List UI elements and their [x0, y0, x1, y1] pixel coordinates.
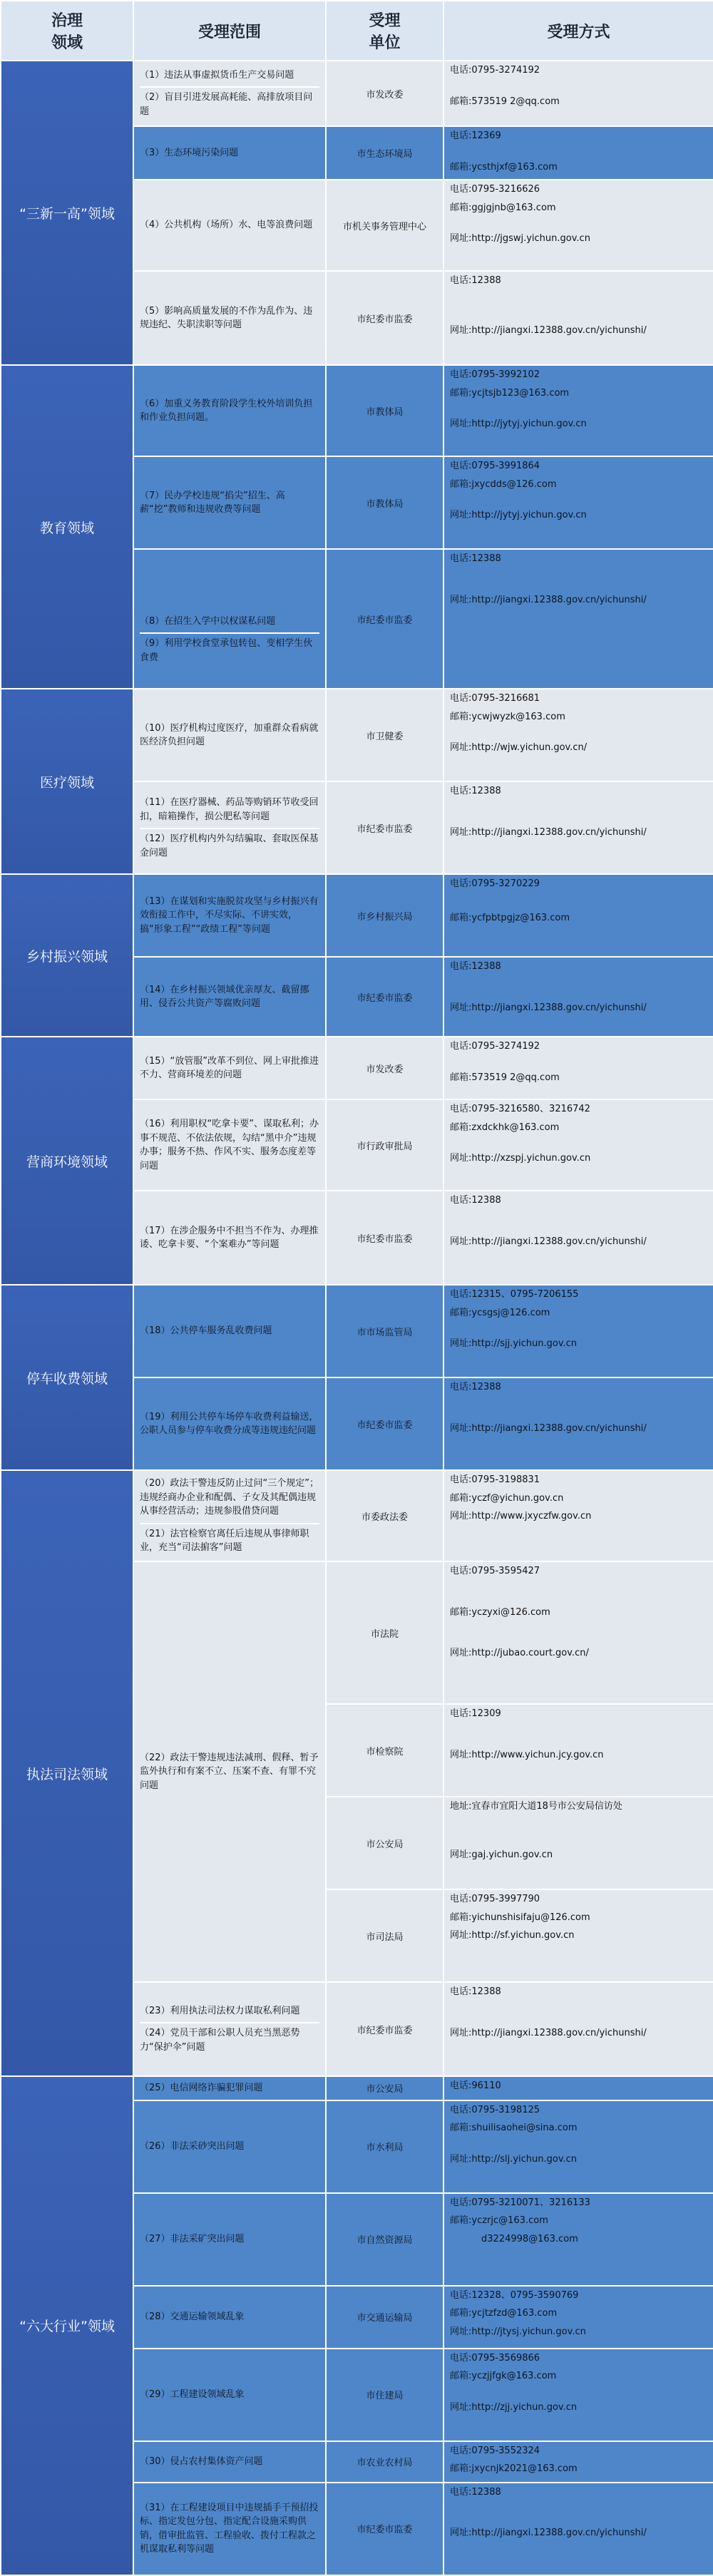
method-cell: 电话:12328、0795-3590769 邮箱:ycjtzfzd@163.com 网址:http://jtysj.yichun.gov.cn	[443, 2286, 713, 2349]
scope-cell: （27）非法采矿突出问题	[133, 2193, 326, 2286]
header-unit: 受理 单位	[326, 1, 443, 61]
scope-cell: （16）利用职权“吃拿卡要”、谋取私利；办事不规范、不依法依规，勾结“黑中介”违规办事；服务不热、作风不实、服务态度差等问题	[133, 1099, 326, 1191]
unit-cell: 市纪委市监委	[326, 549, 443, 689]
unit-cell: 市司法局	[326, 1889, 443, 1982]
domain-cell: 乡村振兴领域	[1, 874, 133, 1037]
method-cell: 电话:12388 网址:http://jiangxi.12388.gov.cn/yichunshi/	[443, 271, 713, 365]
scope-cell: （7）民办学校违规“掐尖”招生、高薪“挖”教师和违规收费等问题	[133, 456, 326, 549]
scope-cell: （20）政法干警违反防止过问“三个规定”；违规经商办企业和配偶、子女及其配偶违规从事经营活动；违规参股借贷问题 （21）法官检察官离任后违规从事律师职业，充当“司法掮客”问题	[133, 1470, 326, 1561]
table-row	[1, 1470, 713, 1561]
unit-cell: 市检察院	[326, 1704, 443, 1797]
unit-cell: 市交通运输局	[326, 2286, 443, 2349]
unit-cell: 市机关事务管理中心	[326, 180, 443, 271]
method-cell: 电话:0795-3992102 邮箱:ycjtsjb123@163.com 网址:http://jytyj.yichun.gov.cn	[443, 365, 713, 456]
method-cell: 电话:0795-3569866 邮箱:yczjjfgk@163.com 网址:http://zjj.yichun.gov.cn	[443, 2349, 713, 2441]
domain-cell: 医疗领域	[1, 689, 133, 874]
method-cell: 电话:12388 网址:http://jiangxi.12388.gov.cn/yichunshi/	[443, 1982, 713, 2076]
unit-cell: 市教体局	[326, 365, 443, 456]
header-method: 受理方式	[443, 1, 713, 61]
scope-cell: （5）影响高质量发展的不作为乱作为、违规违纪、失职渎职等问题	[133, 271, 326, 365]
unit-cell: 市法院	[326, 1561, 443, 1704]
method-cell: 电话:0795-3552324 邮箱:jxycnjk2021@163.com	[443, 2441, 713, 2483]
domain-cell: 停车收费领域	[1, 1285, 133, 1470]
unit-cell: 市住建局	[326, 2349, 443, 2441]
table-row	[1, 61, 713, 126]
scope-cell: （1）违法从事虚拟货币生产交易问题 （2）盲目引进发展高耗能、高排放项目问题	[133, 61, 326, 126]
method-cell: 电话:12388 网址:http://jiangxi.12388.gov.cn/yichunshi/	[443, 1377, 713, 1470]
scope-cell: （26）非法采砂突出问题	[133, 2100, 326, 2193]
unit-cell: 市生态环境局	[326, 126, 443, 180]
domain-cell: 营商环境领域	[1, 1037, 133, 1285]
unit-cell: 市纪委市监委	[326, 957, 443, 1037]
method-cell: 电话:12388 网址:http://jiangxi.12388.gov.cn/yichunshi/	[443, 957, 713, 1037]
scope-cell: （22）政法干警违规违法减刑、假释、暂予监外执行和有案不立、压案不查、有罪不究问题	[133, 1561, 326, 1982]
unit-cell: 市纪委市监委	[326, 1982, 443, 2076]
table-row	[1, 365, 713, 456]
domain-cell: “三新一高”领域	[1, 61, 133, 365]
unit-cell: 市自然资源局	[326, 2193, 443, 2286]
table-row	[1, 2076, 713, 2100]
method-cell: 电话:0795-3198831 邮箱:yczf@yichun.gov.cn 网址:http://www.jxyczfw.gov.cn	[443, 1470, 713, 1561]
unit-cell: 市乡村振兴局	[326, 874, 443, 957]
unit-cell: 市纪委市监委	[326, 1191, 443, 1285]
scope-cell: （15）“放管服”改革不到位、网上审批推进不力、营商环境差的问题	[133, 1037, 326, 1099]
table-row	[1, 1285, 713, 1377]
method-cell: 电话:96110	[443, 2076, 713, 2100]
table-row	[1, 1037, 713, 1099]
scope-cell: （11）在医疗器械、药品等购销环节收受回扣，暗箱操作，损公肥私等问题 （12）医疗机构内外勾结骗取、套取医保基金问题	[133, 781, 326, 874]
scope-cell: （18）公共停车服务乱收费问题	[133, 1285, 326, 1377]
unit-cell: 市市场监管局	[326, 1285, 443, 1377]
domain-cell: 执法司法领域	[1, 1470, 133, 2076]
method-cell: 电话:0795-3216626 邮箱:ggjgjnb@163.com 网址:http://jgswj.yichun.gov.cn	[443, 180, 713, 271]
table-row	[1, 874, 713, 957]
method-cell: 电话:12388 网址:http://jiangxi.12388.gov.cn/yichunshi/	[443, 2483, 713, 2575]
scope-cell: （4）公共机构（场所）水、电等浪费问题	[133, 180, 326, 271]
unit-cell: 市农业农村局	[326, 2441, 443, 2483]
scope-cell: （10）医疗机构过度医疗，加重群众看病就医经济负担问题	[133, 689, 326, 781]
method-cell: 地址:宜春市宜阳大道18号市公安局信访处 网址:gaj.yichun.gov.cn	[443, 1797, 713, 1889]
unit-cell: 市纪委市监委	[326, 271, 443, 365]
unit-cell: 市卫健委	[326, 689, 443, 781]
unit-cell: 市教体局	[326, 456, 443, 549]
scope-cell: （14）在乡村振兴领域优亲厚友、截留挪用、侵吞公共资产等腐败问题	[133, 957, 326, 1037]
domain-cell: “六大行业”领域	[1, 2076, 133, 2575]
unit-cell: 市发改委	[326, 1037, 443, 1099]
method-cell: 电话:0795-3270229 邮箱:ycfpbtpgjz@163.com	[443, 874, 713, 957]
method-cell: 电话:0795-3216580、3216742 邮箱:zxdckhk@163.com 网址:http://xzspj.yichun.gov.cn	[443, 1099, 713, 1191]
header-scope: 受理范围	[133, 1, 326, 61]
method-cell: 电话:12388 网址:http://jiangxi.12388.gov.cn/yichunshi/	[443, 549, 713, 689]
scope-cell: （29）工程建设领域乱象	[133, 2349, 326, 2441]
unit-cell: 市委政法委	[326, 1470, 443, 1561]
scope-cell: （31）在工程建设项目中违规插手干预招投标、指定发包分包、指定配合设施采购供销，借审批监管、工程验收、拨付工程款之机谋取私利等问题	[133, 2483, 326, 2575]
method-cell: 电话:0795-3216681 邮箱:ycwjwyzk@163.com 网址:http://wjw.yichun.gov.cn/	[443, 689, 713, 781]
scope-cell: （13）在谋划和实施脱贫攻坚与乡村振兴有效衔接工作中，不尽实际、不讲实效，搞“形象工程”“政绩工程”等问题	[133, 874, 326, 957]
method-cell: 电话:0795-3210071、3216133 邮箱:yczrjc@163.com d3224998@163.com	[443, 2193, 713, 2286]
method-cell: 电话:0795-3595427 邮箱:yczyxi@126.com 网址:http://jubao.court.gov.cn/	[443, 1561, 713, 1704]
method-cell: 电话:12315、0795-7206155 邮箱:ycsgsj@126.com 网址:http://sjj.yichun.gov.cn	[443, 1285, 713, 1377]
table-row	[1, 689, 713, 781]
method-cell: 电话:0795-3198125 邮箱:shuilisaohei@sina.com 网址:http://slj.yichun.gov.cn	[443, 2100, 713, 2193]
method-cell: 电话:12388 网址:http://jiangxi.12388.gov.cn/yichunshi/	[443, 781, 713, 874]
unit-cell: 市公安局	[326, 1797, 443, 1889]
method-cell: 电话:12388 网址:http://jiangxi.12388.gov.cn/yichunshi/	[443, 1191, 713, 1285]
unit-cell: 市纪委市监委	[326, 1377, 443, 1470]
header-domain: 治理 领域	[1, 1, 133, 61]
method-cell: 电话:12369 邮箱:ycsthjxf@163.com	[443, 126, 713, 180]
scope-cell: （6）加重义务教育阶段学生校外培训负担和作业负担问题。	[133, 365, 326, 456]
method-cell: 电话:0795-3274192 邮箱:573519 2@qq.com	[443, 1037, 713, 1099]
unit-cell: 市纪委市监委	[326, 2483, 443, 2575]
domain-cell: 教育领域	[1, 365, 133, 689]
method-cell: 电话:0795-3997790 邮箱:yichunshisifaju@126.com 网址:http://sf.yichun.gov.cn	[443, 1889, 713, 1982]
method-cell: 电话:0795-3274192 邮箱:573519 2@qq.com	[443, 61, 713, 126]
unit-cell: 市公安局	[326, 2076, 443, 2100]
scope-cell: （23）利用执法司法权力谋取私利问题 （24）党员干部和公职人员充当黑恶势力“保护伞”问题	[133, 1982, 326, 2076]
scope-cell: （17）在涉企服务中不担当不作为、办理推诿、吃拿卡要、“个案难办”等问题	[133, 1191, 326, 1285]
scope-cell: （19）利用公共停车场停车收费利益输送，公职人员参与停车收费分成等违规违纪问题	[133, 1377, 326, 1470]
unit-cell: 市行政审批局	[326, 1099, 443, 1191]
scope-cell: （28）交通运输领域乱象	[133, 2286, 326, 2349]
method-cell: 电话:0795-3991864 邮箱:jxycdds@126.com 网址:http://jytyj.yichun.gov.cn	[443, 456, 713, 549]
method-cell: 电话:12309 网址:http://www.yichun.jcy.gov.cn	[443, 1704, 713, 1797]
unit-cell: 市水利局	[326, 2100, 443, 2193]
scope-cell: （25）电信网络诈骗犯罪问题	[133, 2076, 326, 2100]
scope-cell: （30）侵占农村集体资产问题	[133, 2441, 326, 2483]
scope-cell: （8）在招生入学中以权谋私问题 （9）利用学校食堂承包转包、变相学生伙食费	[133, 549, 326, 689]
unit-cell: 市纪委市监委	[326, 781, 443, 874]
scope-cell: （3）生态环境污染问题	[133, 126, 326, 180]
unit-cell: 市发改委	[326, 61, 443, 126]
